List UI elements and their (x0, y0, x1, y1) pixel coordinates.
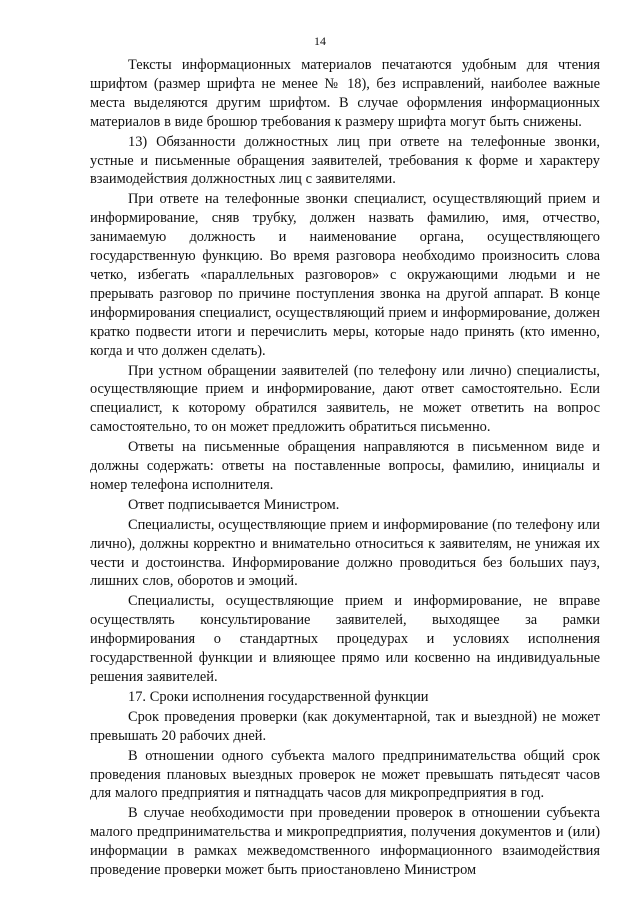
page-number: 14 (314, 34, 326, 48)
paragraph-small-business-limit: В отношении одного субъекта малого предпринимательства общий срок проведения плановых выездных проверок не может превышать пятьдесят часов для малого предприятия и пятнадцать часов для микропредприятия в год. (90, 747, 600, 802)
paragraph-signed-by-minister: Ответ подписывается Министром. (128, 496, 340, 513)
paragraph-section-13-heading: 13) Обязанности должностных лиц при ответе на телефонные звонки, устные и письменные обращения заявителей, требования к форме и характеру взаимодействия должностных лиц с заявителями. (90, 133, 600, 188)
paragraph-consulting-limits: Специалисты, осуществляющие прием и информирование, не вправе осуществлять консультирование заявителей, выходящее за рамки информирования о стандартных процедурах и условиях исполнения государственной функции и влияющее прямо или косвенно на индивидуальные решения заявителей. (90, 593, 600, 685)
paragraph-inspection-duration: Срок проведения проверки (как документарной, так и выездной) не может превышать 20 рабочих дней. (90, 708, 600, 744)
paragraph-phone-calls: При ответе на телефонные звонки специалист, осуществляющий прием и информирование, сняв трубку, должен назвать фамилию, имя, отчество, занимаемую должность и наименование органа, осуществляющего государственную функцию. Во время разговора необходимо произносить слова четко, избегать «параллельных разговоров» с окружающими людьми и не прерывать разговор по причине поступления звонка на другой аппарат. В конце информирования специалист, осуществляющий прием и информирование, должен кратко подвести итоги и перечислить меры, которые надо принять (кто именно, когда и что должен сделать). (90, 191, 600, 359)
paragraph-courtesy-rules: Специалисты, осуществляющие прием и информирование (по телефону или лично), должны корректно и внимательно относиться к заявителям, не унижая их чести и достоинства. Информирование должно проводиться без больших пауз, лишних слов, оборотов и эмоций. (90, 516, 600, 590)
paragraph-oral-requests: При устном обращении заявителей (по телефону или лично) специалисты, осуществляющие прием и информирование, дают ответ самостоятельно. Если специалист, к которому обратился заявитель, не может ответить на вопрос самостоятельно, то он может предложить обратиться письменно. (90, 362, 600, 436)
paragraph-section-17-heading: 17. Сроки исполнения государственной функции (128, 688, 429, 705)
paragraph-written-replies: Ответы на письменные обращения направляются в письменном виде и должны содержать: ответы на поставленные вопросы, фамилию, инициалы и номер телефона исполнителя. (90, 439, 600, 493)
paragraph-inspection-suspension: В случае необходимости при проведении проверок в отношении субъекта малого предпринимательства и микропредприятия, получения документов и (или) информации в рамках межведомственного информационного взаимодействия проведение проверки может быть приостановлено Министром (90, 805, 600, 879)
paragraph-info-materials-font: Тексты информационных материалов печатаются удобным для чтения шрифтом (размер шрифта не менее № 18), без исправлений, наиболее важные места выделяются другим шрифтом. В случае оформления информационных материалов в виде брошюр требования к размеру шрифта могут быть снижены. (90, 57, 600, 130)
document-body (90, 56, 600, 880)
